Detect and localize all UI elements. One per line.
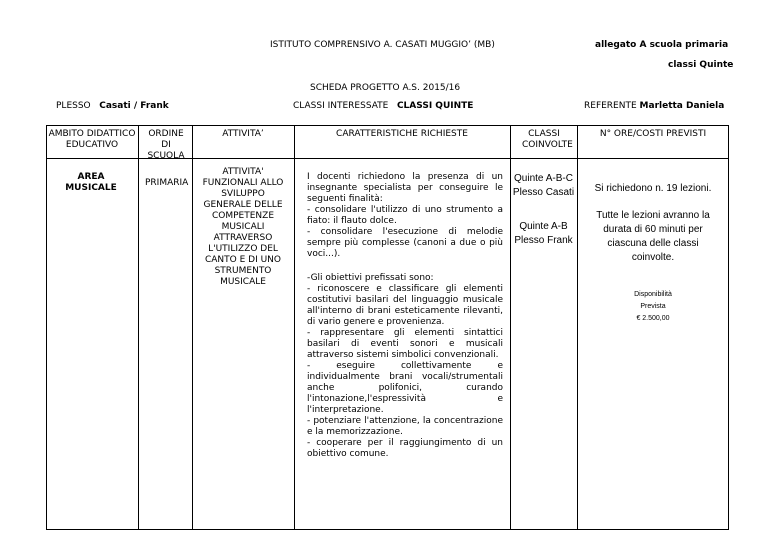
- classes-label: CLASSI INTERESSATE: [293, 101, 389, 111]
- cell-ambito: AREA MUSICALE: [65, 172, 117, 193]
- sheet-title: SCHEDA PROGETTO A.S. 2015/16: [310, 83, 461, 93]
- column-header-classi: CLASSI COINVOLTE: [522, 129, 573, 150]
- cell-ore: [590, 182, 716, 325]
- caratteristiche-item: - consolidare l'utilizzo di uno strumento a fiato: il flauto dolce.: [307, 205, 503, 226]
- column-header-ore: N° ORE/COSTI PREVISTI: [599, 129, 707, 139]
- classi-casati: Quinte A-B-C: [514, 173, 573, 184]
- caratteristiche-item: - consolidare l'esecuzione di melodie sempre più complesse (canoni a due o più voci...).: [307, 227, 503, 259]
- plesso-value: Casati / Frank: [99, 101, 169, 111]
- prevista-label: Prevista: [640, 303, 666, 310]
- table-border-left: [46, 125, 47, 530]
- column-divider: [192, 125, 193, 530]
- budget-block: [590, 289, 716, 325]
- cell-attivita: ATTIVITA' FUNZIONALI ALLO SVILUPPO GENERALE DELLE COMPETENZE MUSICALI ATTRAVERSO L'UTILIZZO DEL CANTO E DI UNO STRUMENTO MUSICALE: [202, 167, 284, 287]
- table-border-right: [728, 125, 729, 530]
- column-divider: [577, 125, 578, 530]
- referente-label: REFERENTE: [584, 101, 637, 111]
- classes-value: CLASSI QUINTE: [396, 101, 474, 111]
- plesso-frank: Plesso Frank: [514, 235, 573, 246]
- budget-amount: € 2.500,00: [636, 315, 670, 322]
- caratteristiche-intro: I docenti richiedono la presenza di un insegnante specialista per conseguire le seguenti finalità:: [307, 172, 503, 204]
- column-header-caratteristiche: CARATTERISTICHE RICHIESTE: [336, 129, 468, 139]
- disponibilita-label: Disponibilità: [634, 291, 672, 298]
- obiettivo-item: - cooperare per il raggiungimento di un obiettivo comune.: [307, 438, 503, 459]
- obiettivo-item: - potenziare l'attenzione, la concentrazione e la memorizzazione.: [307, 416, 503, 437]
- referente-value: Marletta Daniela: [639, 101, 725, 111]
- classi-frank: Quinte A-B: [519, 221, 568, 232]
- annex-label: allegato A scuola primaria: [595, 40, 729, 50]
- obiettivo-item: - rappresentare gli elementi sintattici basilari di eventi sonori e musicali attraverso sistemi simbolici convenzionali.: [307, 328, 503, 360]
- durata-lezioni: Tutte le lezioni avranno la durata di 60 minuti per ciascuna delle classi coinvolte.: [596, 210, 710, 263]
- column-header-ordine: ORDINE DI SCUOLA: [147, 129, 185, 161]
- column-header-attivita: ATTIVITA’: [222, 129, 264, 139]
- plesso-row: [56, 101, 169, 112]
- classes-note: classi Quinte: [668, 60, 734, 70]
- institute-name: ISTITUTO COMPRENSIVO A. CASATI MUGGIO’ (MB): [270, 40, 495, 50]
- column-divider: [138, 125, 139, 530]
- cell-caratteristiche: [307, 172, 503, 460]
- classes-row: [293, 101, 473, 112]
- plesso-casati: Plesso Casati: [512, 187, 575, 198]
- referente-row: [584, 101, 724, 112]
- obiettivo-item: - eseguire collettivamente e individualmente brani vocali/strumentali anche polifonici, curando l'intonazione,l'espressività e l'interpretazione.: [307, 361, 503, 415]
- ore-lezioni: Si richiedono n. 19 lezioni.: [594, 183, 712, 194]
- plesso-label: PLESSO: [56, 101, 91, 111]
- table-border-bottom: [46, 529, 728, 530]
- column-header-ambito: AMBITO DIDATTICO EDUCATIVO: [48, 129, 136, 150]
- obiettivo-item: - riconoscere e classificare gli elementi costitutivi basilari del linguaggio musicale all'interno di brani esteticamente rilevanti, di vario genere e provenienza.: [307, 284, 503, 327]
- cell-classi: [510, 172, 577, 248]
- cell-ordine: PRIMARIA: [145, 178, 189, 188]
- column-divider: [294, 125, 295, 530]
- obiettivi-intro: -Gli obiettivi prefissati sono:: [307, 273, 434, 283]
- table-border-top: [46, 125, 728, 126]
